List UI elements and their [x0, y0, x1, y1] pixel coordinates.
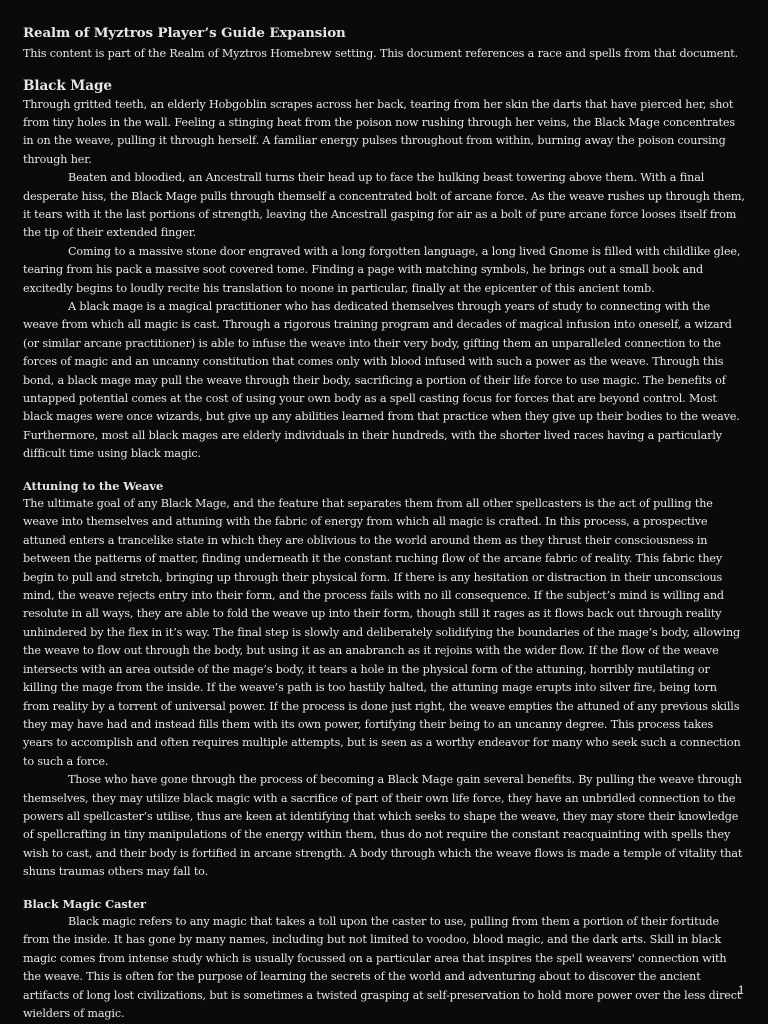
paragraph: A black mage is a magical practitioner who has dedicated themselves through years of study to connecting with the weave from which all magic is cast. Through a rigorous training program and decades of magical infusion into oneself, a wizard (or similar arcane practitioner) is able to infuse the weave into their very body, gifting them an unparalleled connection to the forces of magic and an uncanny constitution that comes only with blood infused with such a power as the weave. Through this bond, a black mage may pull the weave through their body, sacrificing a portion of their life force to use magic. The benefits of untapped potential comes at the cost of using your own body as a spell casting focus for forces that are beyond control. Most black mages were once wizards, but give up any abilities learned from that practice when they give up their bodies to the weave. Furthermore, most all black mages are elderly individuals in their hundreds, with the shorter lived races having a particularly difficult time using black magic.	[23, 299, 740, 461]
section-heading-black-mage: Black Mage	[23, 77, 112, 94]
subheading-attuning: Attuning to the Weave	[23, 478, 164, 493]
paragraph: Those who have gone through the process of becoming a Black Mage gain several benefits. By pulling the weave through themselves, they may utilize black magic with a sacrifice of part of their own life force, they have an unbridled connection to the powers all spellcaster’s utilise, thus are keen at identifying that which seeks to shape the weave, they may store their knowledge of spellcrafting in tiny manipulations of the energy within them, thus do not require the constant reacquainting with spells they wish to cast, and their body is fortified in arcane strength. A body through which the weave flows is made a temple of vitality that shuns traumas others may fall to.	[23, 773, 743, 879]
paragraph: Beaten and bloodied, an Ancestrall turns their head up to face the hulking beast towering above them. With a final desperate hiss, the Black Mage pulls through themself a concentrated bolt of arcane force. As the weave rushes up through them, it tears with it the last portions of strength, leaving the Ancestrall gasping for air as a bolt of pure arcane force looses itself from the tip of their extended finger.	[23, 171, 745, 240]
subheading-black-magic-caster: Black Magic Caster	[23, 896, 146, 911]
document-title: Realm of Myztros Player’s Guide Expansion	[23, 25, 346, 41]
document-page	[23, 24, 745, 1023]
paragraph: The ultimate goal of any Black Mage, and the feature that separates them from all other spellcasters is the act of pulling the weave into themselves and attuning with the fabric of energy from which all magic is crafted. In this process, a prospective attuned enters a trancelike state in which they are oblivious to the world around them as they thrust their consciousness in between the patterns of matter, finding underneath it the constant ruching flow of the arcane fabric of reality. This fabric they begin to pull and stretch, bringing up through their physical form. If there is any hesitation or distraction in their unconscious mind, the weave rejects entry into their form, and the process fails with no ill consequence. If the subject’s mind is willing and resolute in all ways, they are able to fold the weave up into their form, though still it rages as it flows back out through reality unhindered by the flex in it’s way. The final step is slowly and deliberately solidifying the boundaries of the mage’s body, allowing the weave to flow out through the body, but using it as an anabranch as it rejoins with the wider flow. If the flow of the weave intersects with an area outside of the mage’s body, it tears a hole in the physical form of the attuning, horribly mutilating or killing the mage from the inside. If the weave’s path is too hastily halted, the attuning mage erupts into silver fire, being torn from reality by a torrent of universal power. If the process is done just right, the weave empties the attuned of any previous skills they may have had and instead fills them with its own power, fortifying their being to an uncanny degree. This process takes years to accomplish and often requires multiple attempts, but is seen as a worthy endeavor for many who seek such a connection to such a force.	[23, 497, 741, 768]
document-intro: This content is part of the Realm of Myztros Homebrew setting. This document references a race and spells from that document.	[23, 47, 739, 60]
page-number: 1	[737, 983, 745, 997]
paragraph: Black magic refers to any magic that takes a toll upon the caster to use, pulling from them a portion of their fortitude from the inside. It has gone by many names, including but not limited to voodoo, blood magic, and the dark arts. Skill in black magic comes from intense study which is usually focussed on a particular area that inspires the spell weavers' connection with the weave. This is often for the purpose of learning the secrets of the world and adventuring about to discover the ancient artifacts of long lost civilizations, but is sometimes a twisted grasping at self-preservation to hold more power over the less direct wielders of magic.	[23, 914, 742, 1020]
paragraph: Coming to a massive stone door engraved with a long forgotten language, a long lived Gnome is filled with childlike glee, tearing from his pack a massive soot covered tome. Finding a page with matching symbols, he brings out a small book and excitedly begins to loudly recite his translation to noone in particular, finally at the epicenter of this ancient tomb.	[23, 244, 741, 295]
paragraph: Through gritted teeth, an elderly Hobgoblin scrapes across her back, tearing from her skin the darts that have pierced her, shot from tiny holes in the wall. Feeling a stinging heat from the poison now rushing through her veins, the Black Mage concentrates in on the weave, pulling it through herself. A familiar energy pulses throughout from within, burning away the poison coursing through her.	[23, 97, 735, 166]
